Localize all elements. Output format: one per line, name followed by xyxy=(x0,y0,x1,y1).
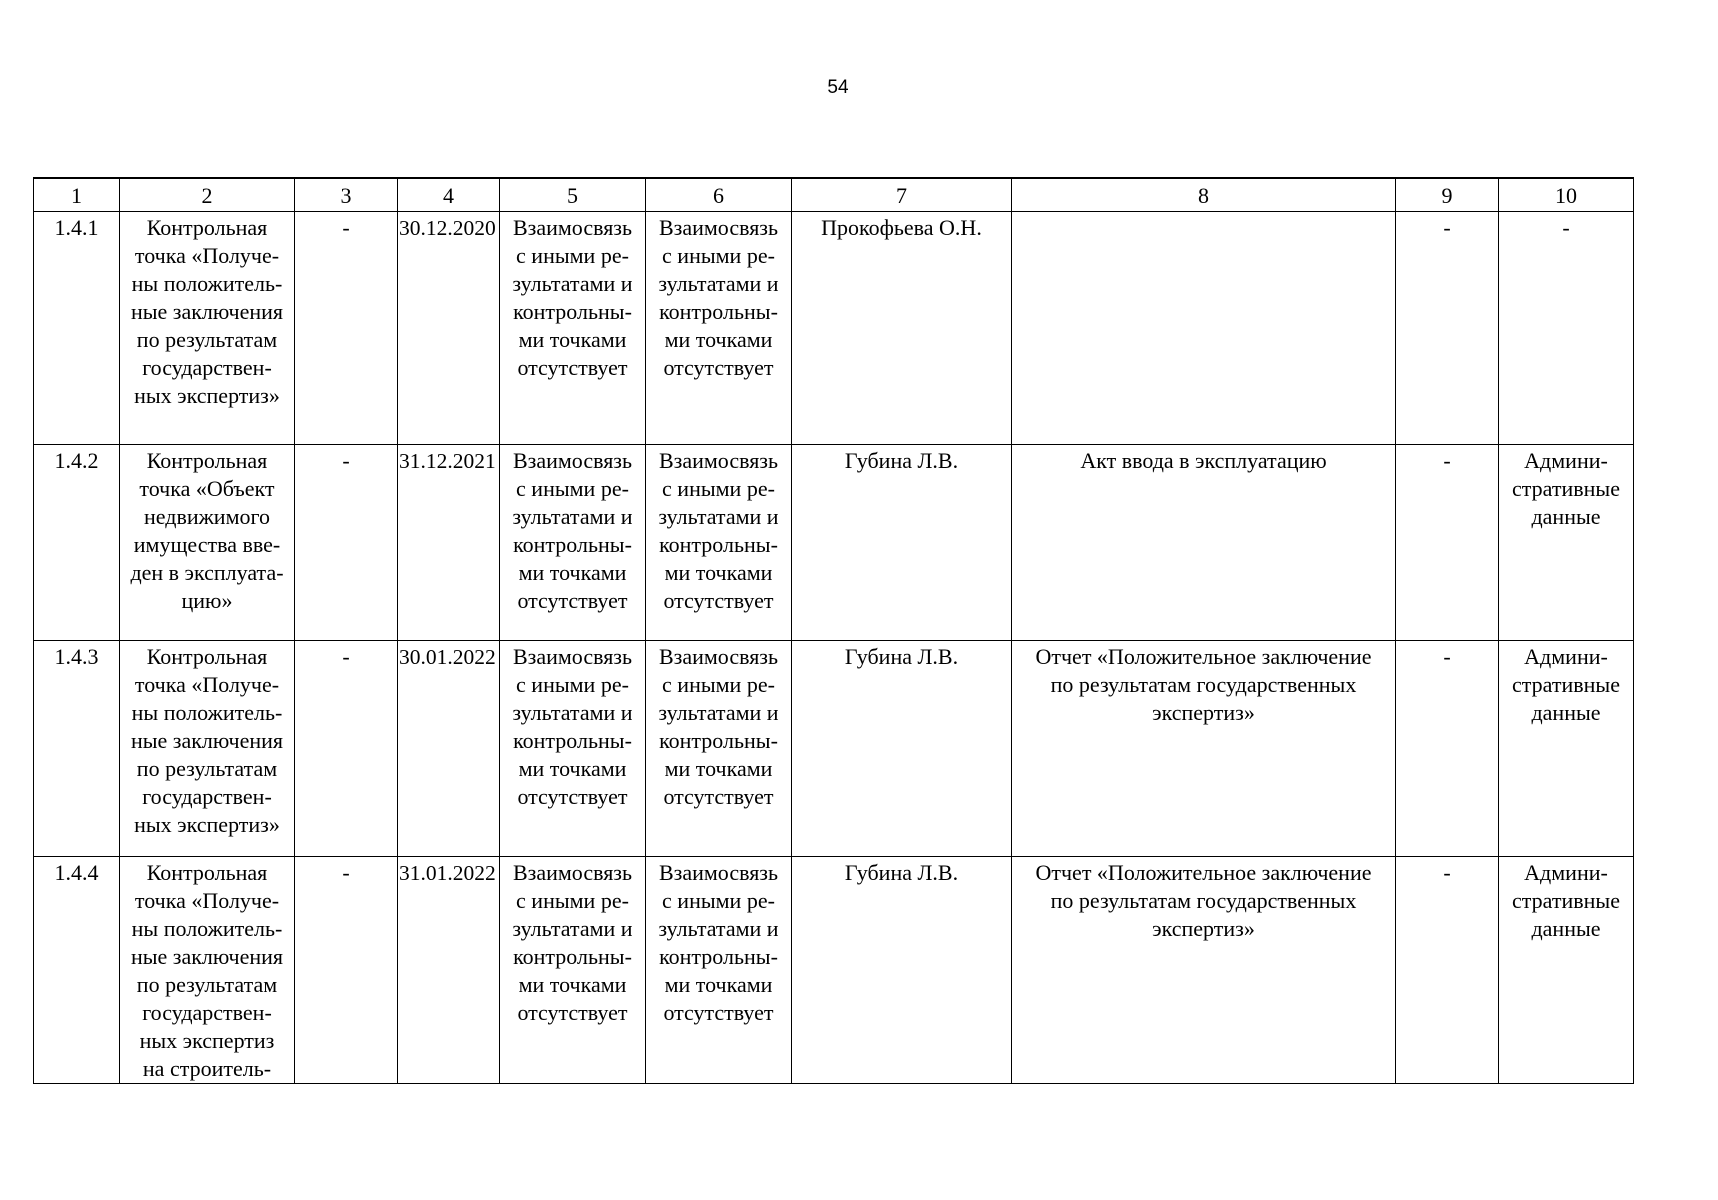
cell-name-line: имущества вве- xyxy=(133,532,281,557)
cell-col10-line: Админи- xyxy=(1524,448,1608,473)
cell-col6 xyxy=(646,641,792,857)
cell-id: 1.4.4 xyxy=(34,857,120,1084)
cell-col6-line: ми точками xyxy=(664,560,773,585)
header-col-4: 4 xyxy=(398,178,500,212)
header-col-6: 6 xyxy=(646,178,792,212)
cell-col5-line: контрольны- xyxy=(513,728,632,753)
cell-col5 xyxy=(500,212,646,445)
cell-col10 xyxy=(1499,857,1634,1084)
cell-name-line: ден в эксплуата- xyxy=(130,560,284,585)
cell-col6-line: ми точками xyxy=(664,972,773,997)
cell-col5 xyxy=(500,641,646,857)
cell-name-line: ных экспертиз» xyxy=(134,812,280,837)
cell-col6-line: зультатами и xyxy=(658,700,779,725)
cell-name-line: Контрольная xyxy=(146,215,268,240)
cell-responsible: Прокофьева О.Н. xyxy=(792,212,1012,445)
cell-name-line: точка «Получе- xyxy=(134,888,280,913)
cell-col5-line: контрольны- xyxy=(513,944,632,969)
cell-col6 xyxy=(646,445,792,641)
cell-col5 xyxy=(500,857,646,1084)
cell-col8 xyxy=(1012,641,1396,857)
cell-col5-line: ми точками xyxy=(518,327,627,352)
cell-name-line: недвижимого xyxy=(144,504,270,529)
cell-col5-line: отсутствует xyxy=(517,1000,628,1025)
cell-name-line: Контрольная xyxy=(146,448,268,473)
cell-name xyxy=(120,445,295,641)
cell-col5-line: зультатами и xyxy=(512,504,633,529)
cell-col5-line: зультатами и xyxy=(512,916,633,941)
cell-col6-line: с иными ре- xyxy=(662,476,775,501)
cell-col5-line: ми точками xyxy=(518,756,627,781)
cell-col6 xyxy=(646,212,792,445)
cell-col8-line: Акт ввода в эксплуатацию xyxy=(1080,448,1327,473)
cell-responsible: Губина Л.В. xyxy=(792,857,1012,1084)
cell-col5-line: Взаимосвязь xyxy=(512,644,633,669)
cell-col6-line: зультатами и xyxy=(658,916,779,941)
cell-col9: - xyxy=(1396,857,1499,1084)
cell-col6-line: отсутствует xyxy=(663,784,774,809)
cell-col3: - xyxy=(295,641,398,857)
cell-col6-line: Взаимосвязь xyxy=(658,860,779,885)
cell-col10-line: - xyxy=(1562,215,1570,240)
cell-col9: - xyxy=(1396,212,1499,445)
cell-col10 xyxy=(1499,641,1634,857)
cell-col3: - xyxy=(295,445,398,641)
cell-date: 31.12.2021 xyxy=(398,445,500,641)
header-col-7: 7 xyxy=(792,178,1012,212)
cell-col8-line: экспертиз» xyxy=(1152,916,1255,941)
cell-col6-line: контрольны- xyxy=(659,532,778,557)
cell-col6-line: с иными ре- xyxy=(662,672,775,697)
cell-name xyxy=(120,641,295,857)
cell-col6-line: с иными ре- xyxy=(662,243,775,268)
cell-col5-line: ми точками xyxy=(518,972,627,997)
table-row xyxy=(34,641,1634,857)
cell-col5-line: Взаимосвязь xyxy=(512,448,633,473)
cell-col8 xyxy=(1012,212,1396,445)
cell-name-line: точка «Получе- xyxy=(134,672,280,697)
cell-id: 1.4.2 xyxy=(34,445,120,641)
cell-col10-line: данные xyxy=(1531,700,1601,725)
cell-col9: - xyxy=(1396,445,1499,641)
cell-id: 1.4.1 xyxy=(34,212,120,445)
cell-col5-line: Взаимосвязь xyxy=(512,215,633,240)
cell-name-line: ные заключения xyxy=(130,944,284,969)
cell-responsible: Губина Л.В. xyxy=(792,445,1012,641)
cell-col8-line: Отчет «Положительное заключение xyxy=(1035,860,1372,885)
cell-col10-line: данные xyxy=(1531,916,1601,941)
cell-name-line: ны положитель- xyxy=(131,271,283,296)
cell-col6-line: Взаимосвязь xyxy=(658,644,779,669)
cell-col5-line: с иными ре- xyxy=(516,888,629,913)
header-col-2: 2 xyxy=(120,178,295,212)
cell-col5-line: отсутствует xyxy=(517,355,628,380)
table-row xyxy=(34,857,1634,1084)
cell-col6-line: зультатами и xyxy=(658,271,779,296)
cell-col6-line: контрольны- xyxy=(659,944,778,969)
cell-col9: - xyxy=(1396,641,1499,857)
cell-col3: - xyxy=(295,857,398,1084)
cell-name-line: ны положитель- xyxy=(131,916,283,941)
header-col-10: 10 xyxy=(1499,178,1634,212)
table-row xyxy=(34,445,1634,641)
cell-col8-line: экспертиз» xyxy=(1152,700,1255,725)
cell-name xyxy=(120,857,295,1084)
cell-col5-line: с иными ре- xyxy=(516,243,629,268)
table-row xyxy=(34,212,1634,445)
cell-col6-line: отсутствует xyxy=(663,355,774,380)
cell-name-line: ных экспертиз» xyxy=(134,383,280,408)
cell-col8-line: по результатам государственных xyxy=(1050,888,1357,913)
cell-col5-line: контрольны- xyxy=(513,532,632,557)
cell-date: 30.12.2020 xyxy=(398,212,500,445)
cell-name-line: цию» xyxy=(181,588,233,613)
cell-name-line: Контрольная xyxy=(146,644,268,669)
cell-col8 xyxy=(1012,445,1396,641)
cell-col5-line: зультатами и xyxy=(512,700,633,725)
cell-col3: - xyxy=(295,212,398,445)
page-number: 54 xyxy=(827,77,849,98)
header-col-5: 5 xyxy=(500,178,646,212)
cell-name-line: государствен- xyxy=(142,1000,272,1025)
cell-col6-line: отсутствует xyxy=(663,588,774,613)
cell-col6-line: ми точками xyxy=(664,327,773,352)
cell-col6-line: ми точками xyxy=(664,756,773,781)
table-header-row xyxy=(34,178,1634,212)
cell-col6-line: Взаимосвязь xyxy=(658,448,779,473)
cell-name-line: точка «Объект xyxy=(139,476,275,501)
header-col-8: 8 xyxy=(1012,178,1396,212)
cell-col6-line: с иными ре- xyxy=(662,888,775,913)
cell-date: 30.01.2022 xyxy=(398,641,500,857)
cell-col10-line: данные xyxy=(1531,504,1601,529)
cell-col5 xyxy=(500,445,646,641)
header-col-3: 3 xyxy=(295,178,398,212)
cell-col5-line: ми точками xyxy=(518,560,627,585)
cell-col5-line: отсутствует xyxy=(517,588,628,613)
cell-col10 xyxy=(1499,445,1634,641)
cell-col10-line: стративные xyxy=(1512,476,1620,501)
cell-name-line: по результатам xyxy=(136,327,278,352)
cell-col5-line: с иными ре- xyxy=(516,672,629,697)
cell-col8-line: Отчет «Положительное заключение xyxy=(1035,644,1372,669)
cell-id: 1.4.3 xyxy=(34,641,120,857)
header-col-9: 9 xyxy=(1396,178,1499,212)
cell-col10-line: стративные xyxy=(1512,888,1620,913)
cell-col6-line: отсутствует xyxy=(663,1000,774,1025)
cell-col6 xyxy=(646,857,792,1084)
cell-name-line: точка «Получе- xyxy=(134,243,280,268)
cell-col10 xyxy=(1499,212,1634,445)
cell-responsible: Губина Л.В. xyxy=(792,641,1012,857)
cell-name-line: по результатам xyxy=(136,972,278,997)
cell-col5-line: контрольны- xyxy=(513,299,632,324)
cell-col6-line: контрольны- xyxy=(659,728,778,753)
cell-col6-line: контрольны- xyxy=(659,299,778,324)
cell-col5-line: Взаимосвязь xyxy=(512,860,633,885)
cell-name-line: государствен- xyxy=(142,784,272,809)
cell-col5-line: зультатами и xyxy=(512,271,633,296)
cell-col10-line: Админи- xyxy=(1524,644,1608,669)
cell-col5-line: с иными ре- xyxy=(516,476,629,501)
cell-col5-line: отсутствует xyxy=(517,784,628,809)
cell-name-line: ны положитель- xyxy=(131,700,283,725)
control-points-table xyxy=(33,177,1634,1084)
cell-col6-line: зультатами и xyxy=(658,504,779,529)
cell-name-line: на строитель- xyxy=(142,1056,272,1081)
cell-col8-line: по результатам государственных xyxy=(1050,672,1357,697)
cell-name-line: Контрольная xyxy=(146,860,268,885)
cell-col8 xyxy=(1012,857,1396,1084)
cell-name-line: ные заключения xyxy=(130,728,284,753)
header-col-1: 1 xyxy=(34,178,120,212)
cell-name-line: ные заключения xyxy=(130,299,284,324)
cell-col10-line: Админи- xyxy=(1524,860,1608,885)
cell-name-line: ных экспертиз xyxy=(139,1028,275,1053)
cell-name-line: государствен- xyxy=(142,355,272,380)
cell-col6-line: Взаимосвязь xyxy=(658,215,779,240)
cell-date: 31.01.2022 xyxy=(398,857,500,1084)
cell-name-line: по результатам xyxy=(136,756,278,781)
cell-name xyxy=(120,212,295,445)
cell-col10-line: стративные xyxy=(1512,672,1620,697)
